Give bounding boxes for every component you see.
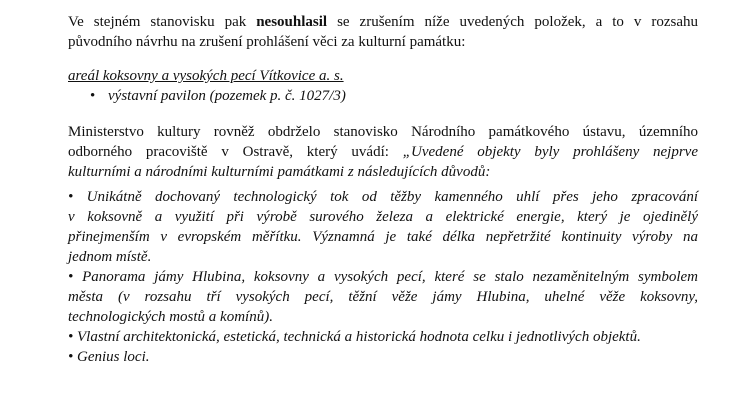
paragraph-disagreement: [68, 12, 698, 52]
paragraph-statement: [68, 122, 698, 182]
bullet-glyph: •: [90, 88, 96, 104]
item-subentry-text: výstavní pavilon (pozemek p. č. 1027/3): [108, 88, 346, 104]
reason-line: • Vlastní architektonická, estetická, technická a historická hodnota celku i jednotlivých objektů.: [68, 329, 641, 345]
reason-item: [68, 267, 698, 327]
paragraph-line: [68, 142, 698, 162]
reason-item: [68, 327, 698, 347]
reason-line: • Unikátně dochovaný technologický tok od těžby kamenného uhlí přes jeho zpracování: [68, 189, 698, 205]
paragraph-line: [68, 12, 698, 32]
item-title: areál koksovny a vysokých pecí Vítkovice a. s.: [68, 68, 344, 84]
reasons-list: [68, 187, 698, 367]
paragraph-line: kulturními a národními kulturními památkami z následujících důvodů:: [68, 164, 491, 180]
reason-line: v koksovně a využití při výrobě surového železa a elektrické energie, který je ojedinělý: [68, 209, 698, 225]
reason-item: [68, 347, 698, 367]
bold-keyword: nesouhlasil: [256, 14, 328, 30]
text-span: se zrušením níže uvedených položek, a to v rozsahu: [327, 14, 699, 30]
reason-item: [68, 187, 698, 267]
item-subentry: [68, 86, 698, 106]
reason-line: města (v rozsahu tří vysokých pecí, těžní věže jámy Hlubina, uhelné věže koksovny,: [68, 289, 698, 305]
reason-line: technologických mostů a komínů).: [68, 309, 273, 325]
quote-start: „Uvedené objekty byly prohlášeny nejprve: [402, 144, 698, 160]
reason-line: jednom místě.: [68, 249, 152, 265]
paragraph-line: Ministerstvo kultury rovněž obdrželo stanovisko Národního památkového ústavu, územního: [68, 124, 698, 140]
item-block: [68, 66, 698, 106]
paragraph-line: původního návrhu na zrušení prohlášení věci za kulturní památku:: [68, 34, 466, 50]
reason-line: • Genius loci.: [68, 349, 150, 365]
reason-line: přinejmenším v evropském měřítku. Významná je také délka nepřetržité kontinuity výroby na: [68, 229, 698, 245]
text-span: Ve stejném stanovisku pak: [68, 14, 257, 30]
text-span: odborného pracoviště v Ostravě, který uvádí:: [68, 144, 403, 160]
reason-line: • Panorama jámy Hlubina, koksovny a vysokých pecí, které se stalo nezaměnitelným symbolem: [68, 269, 698, 285]
